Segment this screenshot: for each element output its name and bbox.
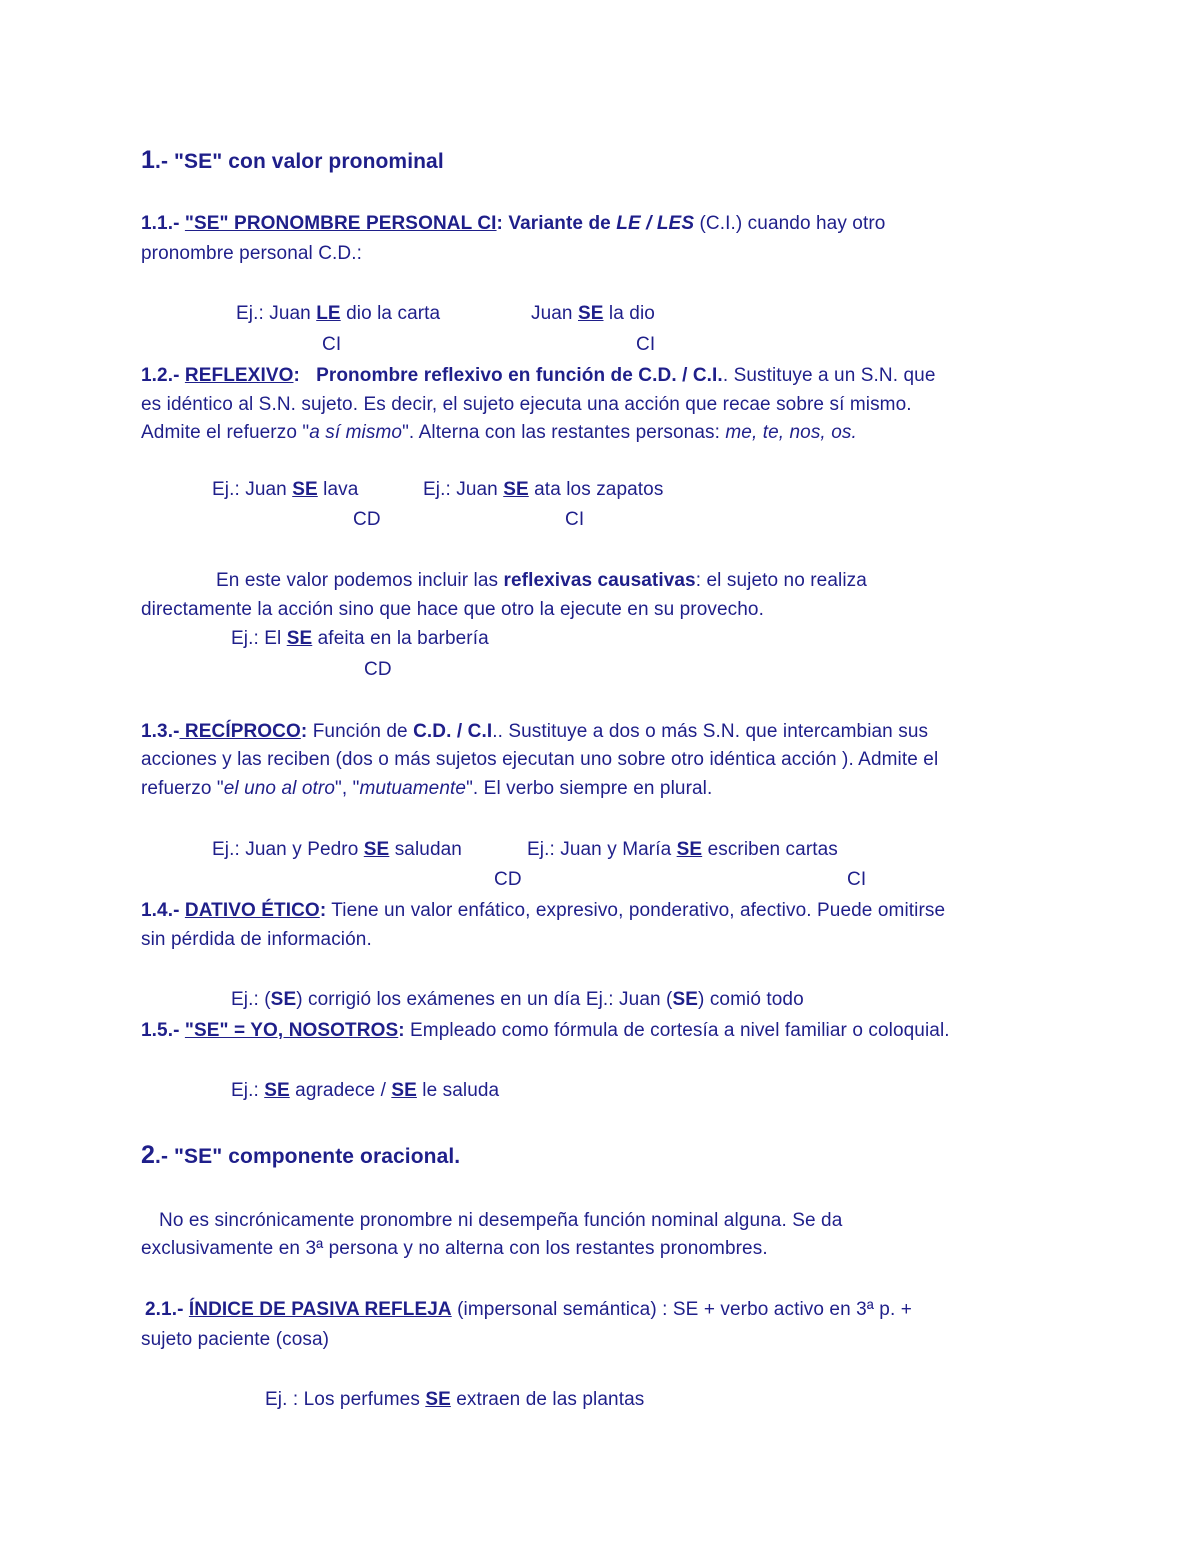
function-label: CI — [322, 334, 342, 355]
example-text: ) comió todo — [698, 989, 804, 1010]
example-1-4 — [231, 988, 804, 1012]
example-1-2-b — [423, 478, 663, 502]
italic-term: me, te, nos, os. — [725, 422, 857, 443]
le-les-term: LE / LES — [616, 213, 695, 234]
function-bold: C.D. / C.I — [413, 721, 493, 742]
body-text: En este valor podemos incluir las — [216, 570, 504, 591]
section-1-5-line-1 — [141, 1019, 950, 1043]
body-text: ", " — [335, 778, 360, 799]
example-text: Ej.: Juan — [423, 479, 504, 500]
function-label: CD — [364, 659, 392, 680]
body-text: Tiene un valor enfático, expresivo, ponderativo, afectivo. Puede omitirse — [326, 900, 946, 921]
example-1-5 — [231, 1079, 499, 1103]
section-1-heading — [141, 148, 444, 174]
section-2-1-line-1 — [145, 1298, 912, 1322]
body-text: refuerzo " — [141, 778, 224, 799]
function-label: CD — [353, 509, 381, 530]
section-2-line-2: exclusivamente en 3ª persona y no alterna con los restantes pronombres. — [141, 1238, 768, 1259]
section-2-1-title: ÍNDICE DE PASIVA REFLEJA — [188, 1299, 452, 1320]
section-1-2-number: 1.2.- — [141, 365, 185, 386]
section-1-1-title: "SE" PRONOMBRE PERSONAL CI — [184, 213, 497, 234]
colon: : — [398, 1020, 405, 1041]
function-label: CI — [847, 869, 867, 890]
pronoun-highlight: SE — [672, 989, 699, 1010]
pronoun-highlight: SE — [577, 303, 604, 324]
pronoun-highlight: SE — [270, 989, 297, 1010]
italic-term: el uno al otro — [223, 778, 335, 799]
body-text: Empleado como fórmula de cortesía a nivel familiar o coloquial. — [404, 1020, 950, 1041]
section-2-1-line-2: sujeto paciente (cosa) — [141, 1329, 330, 1350]
colon: : — [496, 213, 503, 234]
section-2-title: .- "SE" componente oracional. — [155, 1145, 461, 1168]
section-1-4-line-2: sin pérdida de información. — [141, 929, 372, 950]
section-1-5-title: "SE" = YO, NOSOTROS — [184, 1020, 399, 1041]
body-text: . Sustituye a un S.N. que — [722, 365, 936, 386]
example-1-2-a — [212, 478, 358, 502]
example-text: Ej.: Juan y Pedro — [212, 839, 364, 860]
body-text: Admite el refuerzo " — [141, 422, 310, 443]
section-2-number: 2 — [141, 1141, 156, 1169]
variante-label: Variante de — [502, 213, 617, 234]
example-1-1-b — [531, 302, 655, 326]
section-1-3-title: RECÍPROCO — [179, 721, 301, 742]
section-2-line-1: No es sincrónicamente pronombre ni desempeña función nominal alguna. Se da — [159, 1210, 843, 1231]
pronoun-highlight: SE — [264, 1080, 290, 1101]
body-text: ". Alterna con las restantes personas: — [402, 422, 726, 443]
causativas-line-2: directamente la acción sino que hace que otro la ejecute en su provecho. — [141, 599, 764, 620]
example-text: le saluda — [416, 1080, 500, 1101]
pronoun-highlight: SE — [286, 628, 313, 649]
definition-bold: Pronombre reflexivo en función de C.D. / C.I. — [316, 365, 723, 386]
section-1-4-line-1 — [141, 899, 945, 923]
example-text: Ej.: ( — [231, 989, 271, 1010]
example-2-1 — [265, 1388, 644, 1412]
section-1-2-line-3 — [141, 421, 857, 445]
example-text: Ej.: Juan — [212, 479, 293, 500]
colon: : — [319, 900, 327, 921]
section-1-3-line-1 — [141, 720, 928, 744]
section-1-2-line-1 — [141, 364, 936, 388]
section-1-4-number: 1.4.- — [141, 900, 185, 921]
pronoun-highlight: SE — [676, 839, 703, 860]
function-label: CI — [565, 509, 585, 530]
section-1-3-line-2: acciones y las reciben (dos o más sujetos ejecutan uno sobre otro idéntica acción ). Admite el — [141, 749, 939, 770]
pronoun-highlight: SE — [391, 1080, 417, 1101]
pronoun-highlight: LE — [316, 303, 341, 324]
example-1-3-a — [212, 838, 462, 862]
section-1-3-number: 1.3.- — [141, 721, 180, 742]
section-1-number: 1 — [141, 146, 156, 174]
section-2-1-number: 2.1.- — [145, 1299, 189, 1320]
pronoun-highlight: SE — [425, 1389, 451, 1410]
example-text: Ej. : Los perfumes — [265, 1389, 426, 1410]
body-text: Función de — [307, 721, 414, 742]
example-text: la dio — [603, 303, 655, 324]
section-1-4-title: DATIVO ÉTICO — [184, 900, 320, 921]
section-1-5-number: 1.5.- — [141, 1020, 185, 1041]
function-label: CI — [636, 334, 656, 355]
section-1-title: .- "SE" con valor pronominal — [155, 150, 444, 173]
body-text: (C.I.) cuando hay otro — [694, 213, 886, 234]
body-text: (impersonal semántica) : SE + verbo activo en 3ª p. + — [451, 1299, 912, 1320]
example-text: Ej.: El — [231, 628, 287, 649]
pronoun-highlight: SE — [363, 839, 390, 860]
example-1-1-a — [236, 302, 440, 326]
colon: : — [293, 365, 300, 386]
function-label: CD — [494, 869, 522, 890]
example-text: Ej.: Juan y María — [527, 839, 677, 860]
italic-term: mutuamente — [359, 778, 467, 799]
example-text: dio la carta — [340, 303, 441, 324]
section-2-heading — [141, 1143, 460, 1169]
causativas-line-1 — [216, 569, 867, 593]
example-text: ata los zapatos — [528, 479, 664, 500]
colon: : — [300, 721, 308, 742]
example-text: Ej.: — [231, 1080, 265, 1101]
example-text: escriben cartas — [702, 839, 838, 860]
example-text: saludan — [389, 839, 462, 860]
italic-term: a sí mismo — [309, 422, 403, 443]
section-1-2-line-2: es idéntico al S.N. sujeto. Es decir, el sujeto ejecuta una acción que recae sobre sí mismo. — [141, 394, 912, 415]
pronoun-highlight: SE — [292, 479, 318, 500]
pronoun-highlight: SE — [503, 479, 529, 500]
section-1-1-line-2: pronombre personal C.D.: — [141, 243, 363, 264]
section-1-1-number: 1.1.- — [141, 213, 185, 234]
section-1-3-line-3 — [141, 777, 712, 801]
section-1-1-line-1 — [141, 212, 885, 236]
example-text: Ej.: Juan — [236, 303, 317, 324]
example-text: lava — [317, 479, 359, 500]
causativas-term: reflexivas causativas — [503, 570, 696, 591]
example-text: Juan — [531, 303, 578, 324]
example-text: ) corrigió los exámenes en un día Ej.: Juan ( — [296, 989, 673, 1010]
section-1-2-title: REFLEXIVO — [184, 365, 294, 386]
example-text: extraen de las plantas — [450, 1389, 645, 1410]
body-text: .. Sustituye a dos o más S.N. que intercambian sus — [492, 721, 929, 742]
body-text: : el sujeto no realiza — [695, 570, 867, 591]
example-text: agradece / — [289, 1080, 392, 1101]
example-1-2-c — [231, 627, 489, 651]
example-1-3-b — [527, 838, 838, 862]
example-text: afeita en la barbería — [312, 628, 489, 649]
body-text: ". El verbo siempre en plural. — [466, 778, 713, 799]
